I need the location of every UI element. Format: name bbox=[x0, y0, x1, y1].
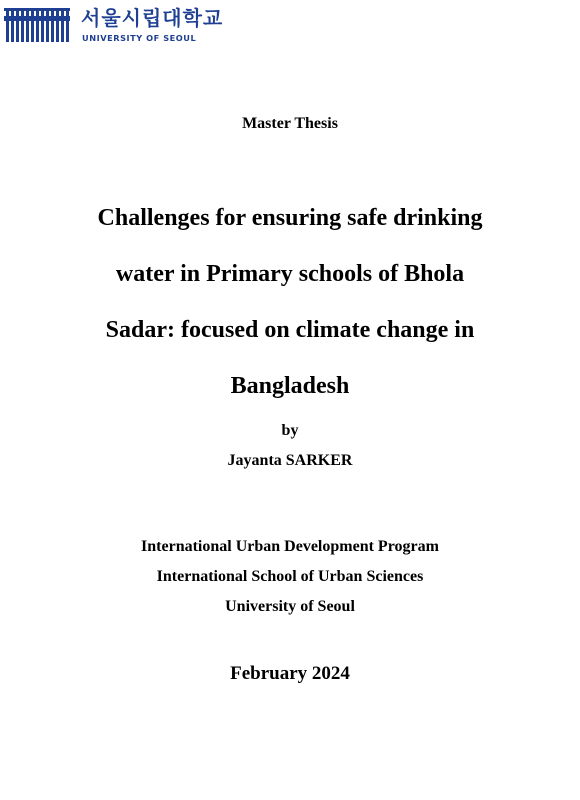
by-label: by bbox=[281, 422, 299, 439]
title-line: Challenges for ensuring safe drinking bbox=[97, 205, 483, 231]
submission-date: February 2024 bbox=[230, 663, 350, 684]
logo-korean-name: 서울시립대학교 bbox=[81, 6, 224, 30]
thesis-title bbox=[0, 190, 580, 414]
title-line: Sadar: focused on climate change in bbox=[105, 317, 475, 343]
affiliation bbox=[0, 532, 580, 622]
affiliation-program: International Urban Development Program bbox=[141, 538, 439, 555]
logo-english-name: UNIVERSITY OF SEOUL bbox=[82, 33, 197, 43]
university-logo bbox=[4, 2, 224, 48]
title-line: water in Primary schools of Bhola bbox=[115, 261, 465, 287]
document-type: Master Thesis bbox=[242, 115, 338, 132]
affiliation-school: International School of Urban Sciences bbox=[156, 568, 424, 585]
affiliation-university: University of Seoul bbox=[225, 598, 355, 615]
university-emblem-icon bbox=[4, 8, 70, 44]
author-name: Jayanta SARKER bbox=[227, 452, 353, 469]
title-line: Bangladesh bbox=[230, 373, 350, 399]
